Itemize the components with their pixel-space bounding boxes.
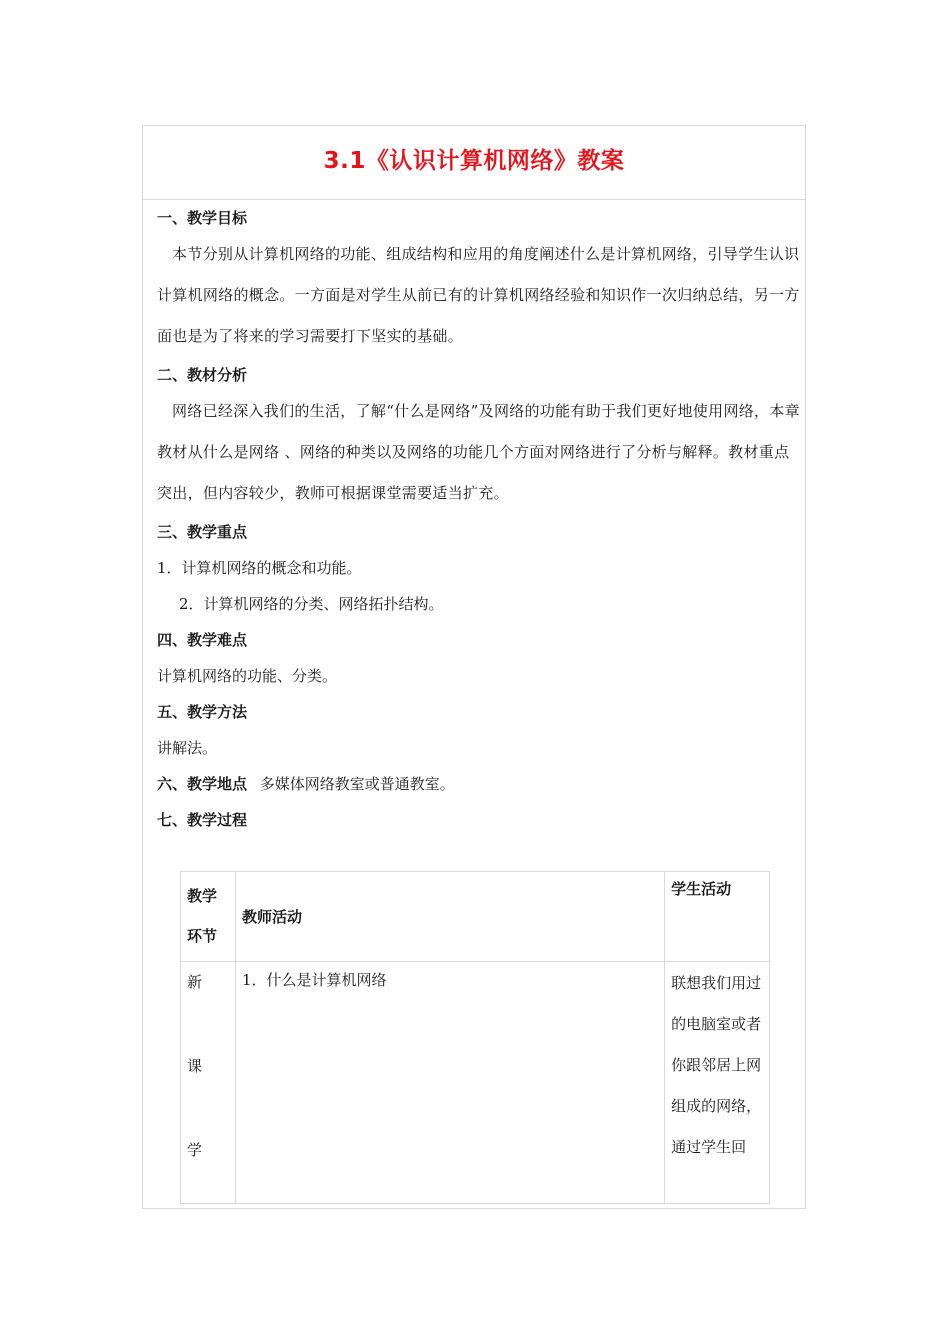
section-heading-methods: 五、教学方法 [157, 703, 248, 721]
section-location [157, 766, 803, 802]
teacher-activity-text: 1．什么是计算机网络 [241, 971, 387, 989]
section-body-difficulties: 计算机网络的功能、分类。 [157, 667, 338, 685]
page-title: 3.1《认识计算机网络》教案 [323, 148, 625, 174]
stage-char: 学 [187, 1141, 203, 1159]
key-point-item: 2．计算机网络的分类、网络拓扑结构。 [179, 595, 444, 613]
table-header-row [181, 872, 770, 962]
title-row [143, 126, 805, 200]
header-student [665, 872, 770, 962]
stage-char: 课 [187, 1057, 203, 1075]
student-activity-cell [665, 962, 770, 1204]
section-heading-key-points: 三、教学重点 [157, 523, 248, 541]
section-heading-objectives: 一、教学目标 [157, 209, 248, 227]
student-activity-text: 联想我们用过的电脑室或者你跟邻居上网组成的网络， 通过学生回 [671, 974, 762, 1156]
section-heading-difficulties: 四、教学难点 [157, 631, 248, 649]
section-body-objectives: 本节分别从计算机网络的功能、组成结构和应用的角度阐述什么是计算机网络，引导学生认识计算机网络的概念。一方面是对学生从前已有的计算机网络经验和知识作一次归纳总结，另一方面也是为了将来的学习需要打下坚实的基础。 [157, 245, 800, 345]
header-stage-line1: 教学 [187, 887, 218, 905]
stage-cell [181, 962, 236, 1204]
header-stage-line2: 环节 [187, 927, 218, 945]
section-body-methods: 讲解法。 [157, 739, 218, 757]
key-point-item: 1．计算机网络的概念和功能。 [157, 559, 362, 577]
teacher-activity-cell [235, 962, 664, 1204]
stage-char: 新 [187, 973, 203, 991]
header-student-label: 学生活动 [671, 880, 732, 898]
lesson-body [157, 206, 803, 838]
section-body-analysis: 网络已经深入我们的生活，了解“什么是网络”及网络的功能有助于我们更好地使用网络，本章教材从什么是网络 、网络的种类以及网络的功能几个方面对网络进行了分析与解释。教材重点突出，但内容较少，教师可根据课堂需要适当扩充。 [157, 402, 800, 502]
process-table [180, 871, 770, 1204]
table-row [181, 962, 770, 1204]
section-body-location: 多媒体网络教室或普通教室。 [259, 775, 455, 793]
header-teacher [235, 872, 664, 962]
section-heading-analysis: 二、教材分析 [157, 366, 248, 384]
header-teacher-label: 教师活动 [241, 908, 302, 926]
section-heading-process: 七、教学过程 [157, 811, 248, 829]
section-heading-location: 六、教学地点 [157, 775, 248, 793]
header-stage [181, 872, 236, 962]
